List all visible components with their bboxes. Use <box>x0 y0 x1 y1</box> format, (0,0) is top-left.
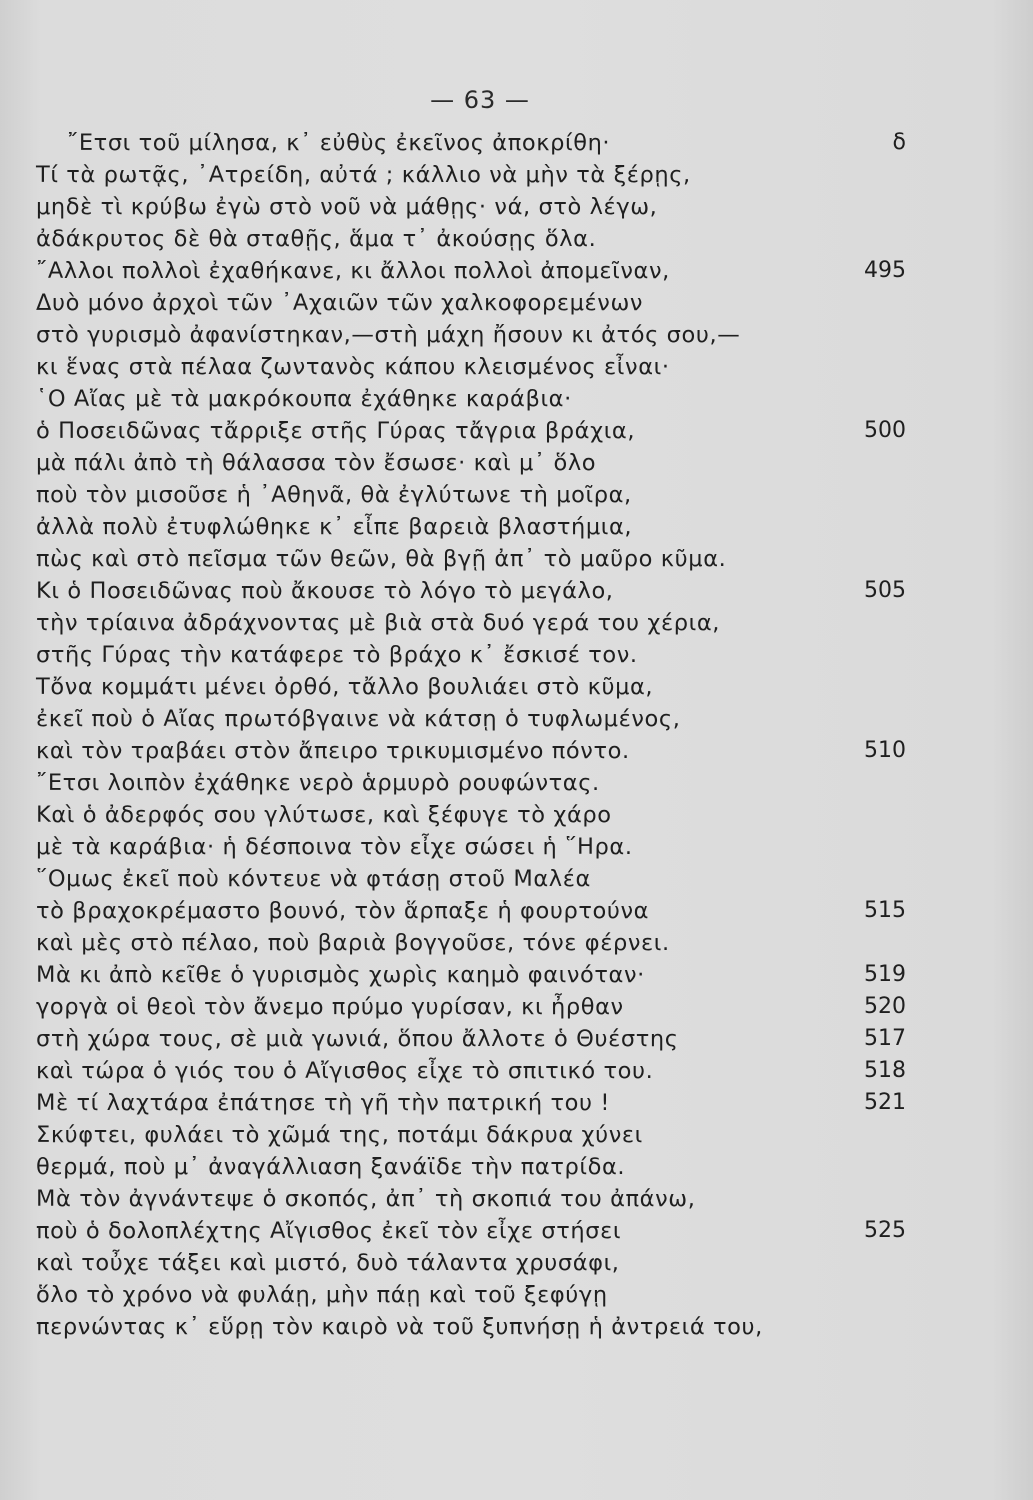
verse-line-text: Καὶ ὁ ἀδερφός σου γλύτωσε, καὶ ξέφυγε τὸ χάρο <box>36 802 612 828</box>
verse-line <box>36 927 906 959</box>
verse-line <box>36 1183 906 1215</box>
verse-line <box>36 895 906 927</box>
line-number: 500 <box>864 418 906 443</box>
verse-line <box>36 1279 906 1311</box>
verse-line <box>36 607 906 639</box>
verse-line <box>36 767 906 799</box>
verse-line-text: γοργὰ οἱ θεοὶ τὸν ἄνεμο πρύμο γυρίσαν, κι ἦρθαν <box>36 994 624 1020</box>
verse-line <box>36 447 906 479</box>
verse-line <box>36 415 906 447</box>
verse-line-text: καὶ τώρα ὁ γιός του ὁ Αἴγισθος εἶχε τὸ σπιτικό του. <box>36 1058 654 1084</box>
verse-line-text: τὴν τρίαινα ἀδράχνοντας μὲ βιὰ στὰ δυό γερά του χέρια, <box>36 610 721 636</box>
verse-line-text: Μὲ τί λαχτάρα ἐπάτησε τὴ γῆ τὴν πατρική του ! <box>36 1090 610 1116</box>
verse-line <box>36 575 906 607</box>
verse-line-text: πὼς καὶ στὸ πεῖσμα τῶν θεῶν, θὰ βγῇ ἀπ᾽ τὸ μαῦρο κῦμα. <box>36 546 727 572</box>
verse-line <box>36 287 906 319</box>
line-number: 517 <box>864 1026 906 1051</box>
verse-line <box>36 703 906 735</box>
verse-line-text: ῎Αλλοι πολλοὶ ἐχαθήκανε, κι ἄλλοι πολλοὶ ἀπομεῖναν, <box>36 258 670 284</box>
verse-line-text: ποὺ τὸν μισοῦσε ἡ ᾽Αθηνᾶ, θὰ ἐγλύτωνε τὴ μοῖρα, <box>36 482 632 508</box>
verse-line-text: Μὰ κι ἀπὸ κεῖθε ὁ γυρισμὸς χωρὶς καημὸ φαινόταν· <box>36 962 645 988</box>
verse-line <box>36 479 906 511</box>
verse-line-text: ἀλλὰ πολὺ ἐτυφλώθηκε κ᾽ εἶπε βαρειὰ βλαστήμια, <box>36 514 633 540</box>
verse-line-text: Κι ὁ Ποσειδῶνας ποὺ ἄκουσε τὸ λόγο τὸ μεγάλο, <box>36 578 614 604</box>
verse-line-text: στὸ γυρισμὸ ἀφανίστηκαν,—στὴ μάχη ἤσουν κι ἀτός σου,— <box>36 322 741 348</box>
verse-line-text: ποὺ ὁ δολοπλέχτης Αἴγισθος ἐκεῖ τὸν εἶχε στήσει <box>36 1218 622 1244</box>
line-number: 521 <box>864 1090 906 1115</box>
verse-line <box>36 223 906 255</box>
verse-line <box>36 639 906 671</box>
verse-line <box>36 191 906 223</box>
verse-line-text: καὶ τὸν τραβάει στὸν ἄπειρο τρικυμισμένο πόντο. <box>36 738 630 764</box>
verse-line-text: ῎Ετσι τοῦ μίλησα, κ᾽ εὐθὺς ἐκεῖνος ἀποκρίθη· <box>36 130 611 156</box>
verse-line-text: καὶ μὲς στὸ πέλαο, ποὺ βαριὰ βογγοῦσε, τόνε φέρνει. <box>36 930 670 956</box>
line-number: 518 <box>864 1058 906 1083</box>
verse-text <box>36 127 906 1343</box>
verse-line <box>36 1247 906 1279</box>
verse-line-text: στῆς Γύρας τὴν κατάφερε τὸ βράχο κ᾽ ἔσκισέ τον. <box>36 642 638 668</box>
verse-line <box>36 351 906 383</box>
verse-line <box>36 1023 906 1055</box>
verse-line-text: ῞Ομως ἐκεῖ ποὺ κόντευε νὰ φτάσῃ στοῦ Μαλέα <box>36 866 591 892</box>
verse-line-text: μὲ τὰ καράβια· ἡ δέσποινα τὸν εἶχε σώσει ἡ ῞Ηρα. <box>36 834 633 860</box>
line-number: 520 <box>864 994 906 1019</box>
verse-line <box>36 991 906 1023</box>
verse-line-text: τὸ βραχοκρέμαστο βουνό, τὸν ἅρπαξε ἡ φουρτούνα <box>36 898 650 924</box>
verse-line-text: ἐκεῖ ποὺ ὁ Αἴας πρωτόβγαινε νὰ κάτσῃ ὁ τυφλωμένος, <box>36 706 681 732</box>
verse-line-text: Σκύφτει, φυλάει τὸ χῶμά της, ποτάμι δάκρυα χύνει <box>36 1122 643 1148</box>
line-number: δ <box>892 130 906 155</box>
line-number: 525 <box>864 1218 906 1243</box>
verse-line <box>36 1055 906 1087</box>
verse-line <box>36 383 906 415</box>
verse-line-text: ὁ Ποσειδῶνας τἄρριξε στῆς Γύρας τἄγρια βράχια, <box>36 418 636 444</box>
verse-line <box>36 959 906 991</box>
line-number: 505 <box>864 578 906 603</box>
verse-line <box>36 671 906 703</box>
verse-line-text: Δυὸ μόνο ἀρχοὶ τῶν ᾽Αχαιῶν τῶν χαλκοφορεμένων <box>36 290 644 316</box>
verse-line <box>36 1087 906 1119</box>
verse-line <box>36 127 906 159</box>
line-number: 495 <box>864 258 906 283</box>
verse-line-text: Τὄνα κομμάτι μένει ὀρθό, τἄλλο βουλιάει στὸ κῦμα, <box>36 674 654 700</box>
verse-line <box>36 799 906 831</box>
verse-line <box>36 511 906 543</box>
verse-line-text: Τί τὰ ρωτᾷς, ᾽Ατρείδη, αὐτά ; κάλλιο νὰ μὴν τὰ ξέρῃς, <box>36 162 691 188</box>
verse-line <box>36 543 906 575</box>
verse-line-text: ἀδάκρυτος δὲ θὰ σταθῇς, ἅμα τ᾽ ἀκούσῃς ὅλα. <box>36 226 597 252</box>
verse-line <box>36 735 906 767</box>
verse-line-text: περνώντας κ᾽ εὕρῃ τὸν καιρὸ νὰ τοῦ ξυπνήσῃ ἡ ἀντρειά του, <box>36 1314 763 1340</box>
verse-line-text: κι ἕνας στὰ πέλαα ζωντανὸς κάπου κλεισμένος εἶναι· <box>36 354 670 380</box>
verse-line <box>36 319 906 351</box>
line-number: 515 <box>864 898 906 923</box>
verse-line <box>36 863 906 895</box>
verse-line <box>36 1215 906 1247</box>
verse-line-text: μηδὲ τὶ κρύβω ἐγὼ στὸ νοῦ νὰ μάθῃς· νά, στὸ λέγω, <box>36 194 658 220</box>
verse-line <box>36 831 906 863</box>
verse-line <box>36 255 906 287</box>
verse-line-text: καὶ τοὖχε τάξει καὶ μιστό, δυὸ τάλαντα χρυσάφι, <box>36 1250 620 1276</box>
verse-line-text: ῎Ετσι λοιπὸν ἐχάθηκε νερὸ ἁρμυρὸ ρουφώντας. <box>36 770 600 796</box>
verse-line <box>36 159 906 191</box>
verse-line-text: ῾Ο Αἴας μὲ τὰ μακρόκουπα ἐχάθηκε καράβια· <box>36 386 572 412</box>
verse-line-text: θερμά, ποὺ μ᾽ ἀναγάλλιαση ξανάϊδε τὴν πατρίδα. <box>36 1154 626 1180</box>
verse-line-text: στὴ χώρα τους, σὲ μιὰ γωνιά, ὅπου ἄλλοτε ὁ Θυέστης <box>36 1026 679 1052</box>
line-number: 519 <box>864 962 906 987</box>
verse-line-text: μὰ πάλι ἀπὸ τὴ θάλασσα τὸν ἔσωσε· καὶ μ᾽ ὅλο <box>36 450 597 476</box>
verse-line-text: Μὰ τὸν ἀγνάντεψε ὁ σκοπός, ἀπ᾽ τὴ σκοπιά του ἀπάνω, <box>36 1186 696 1212</box>
verse-line <box>36 1119 906 1151</box>
verse-line <box>36 1311 906 1343</box>
line-number: 510 <box>864 738 906 763</box>
verse-line <box>36 1151 906 1183</box>
page-number: — 63 — <box>430 86 530 114</box>
verse-line-text: ὅλο τὸ χρόνο νὰ φυλάῃ, μὴν πάῃ καὶ τοῦ ξεφύγῃ <box>36 1282 608 1308</box>
